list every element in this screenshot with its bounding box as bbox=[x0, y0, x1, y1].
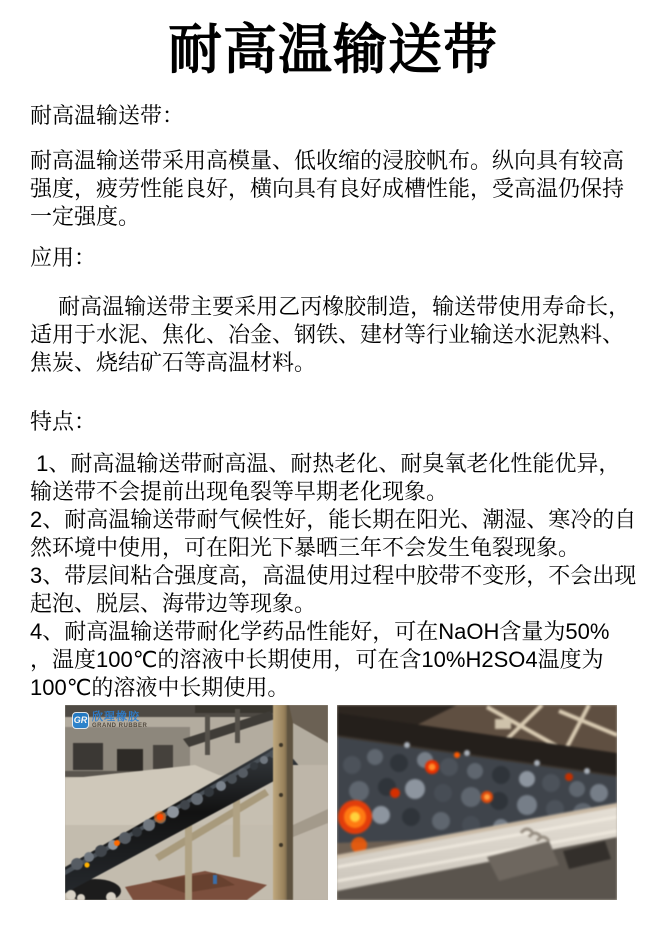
text-line: 输送带不会提前出现龟裂等早期老化现象。 bbox=[30, 479, 449, 504]
text-line: 适用于水泥、焦化、冶金、钢铁、建材等行业输送水泥熟料、 bbox=[30, 322, 625, 347]
conveyor-site-illustration bbox=[65, 705, 328, 900]
text-line: 一定强度。 bbox=[30, 204, 141, 229]
paragraph-intro bbox=[30, 147, 636, 231]
text-line: 起泡、脱层、海带边等现象。 bbox=[30, 591, 317, 616]
section-label-application bbox=[30, 244, 636, 272]
text-line: 100℃的溶液中长期使用。 bbox=[30, 675, 290, 700]
photo-row bbox=[65, 705, 666, 900]
section-label-features bbox=[30, 408, 636, 436]
article-body bbox=[0, 102, 666, 702]
text-line: 然环境中使用，可在阳光下暴晒三年不会发生龟裂现象。 bbox=[30, 535, 581, 560]
text-line: ，温度100℃的溶液中长期使用，可在含10%H2SO4温度为 bbox=[30, 647, 604, 672]
text-line: 耐高温输送带采用高模量、低收缩的浸胶帆布。纵向具有较高 bbox=[30, 148, 625, 173]
text-line: 3、带层间粘合强度高，高温使用过程中胶带不变形，不会出现 bbox=[30, 563, 637, 588]
page-title: 耐高温输送带 bbox=[168, 20, 498, 80]
logo-english-text: GRAND RUBBER bbox=[92, 723, 148, 729]
paragraph-features bbox=[30, 450, 636, 702]
gr-logo-icon: GR bbox=[72, 712, 89, 729]
text-line: 2、耐高温输送带耐气候性好，能长期在阳光、潮湿、寒冷的自 bbox=[30, 507, 637, 532]
text-line: 耐高温输送带： bbox=[30, 103, 185, 128]
text-line: 强度，疲劳性能良好，横向具有良好成槽性能，受高温仍保持 bbox=[30, 176, 625, 201]
section-label-intro bbox=[30, 102, 636, 130]
logo-chinese-text: 欣瑆橡胶 bbox=[92, 711, 140, 723]
text-line: 1、耐高温输送带耐高温、耐热老化、耐臭氧老化性能优异， bbox=[30, 451, 621, 476]
text-line: 耐高温输送带主要采用乙丙橡胶制造，输送带使用寿命长， bbox=[30, 294, 631, 319]
text-line: 4、耐高温输送带耐化学药品性能好，可在NaOH含量为50% bbox=[30, 619, 610, 644]
paragraph-application bbox=[30, 293, 636, 377]
text-line: 特点： bbox=[30, 409, 97, 434]
hot-material-illustration bbox=[337, 705, 617, 900]
photo-hot-material bbox=[337, 705, 617, 900]
grand-rubber-logo bbox=[72, 712, 147, 730]
text-line: 应用： bbox=[30, 245, 97, 270]
photo-conveyor-site bbox=[65, 705, 328, 900]
text-line: 焦炭、烧结矿石等高温材料。 bbox=[30, 350, 317, 375]
